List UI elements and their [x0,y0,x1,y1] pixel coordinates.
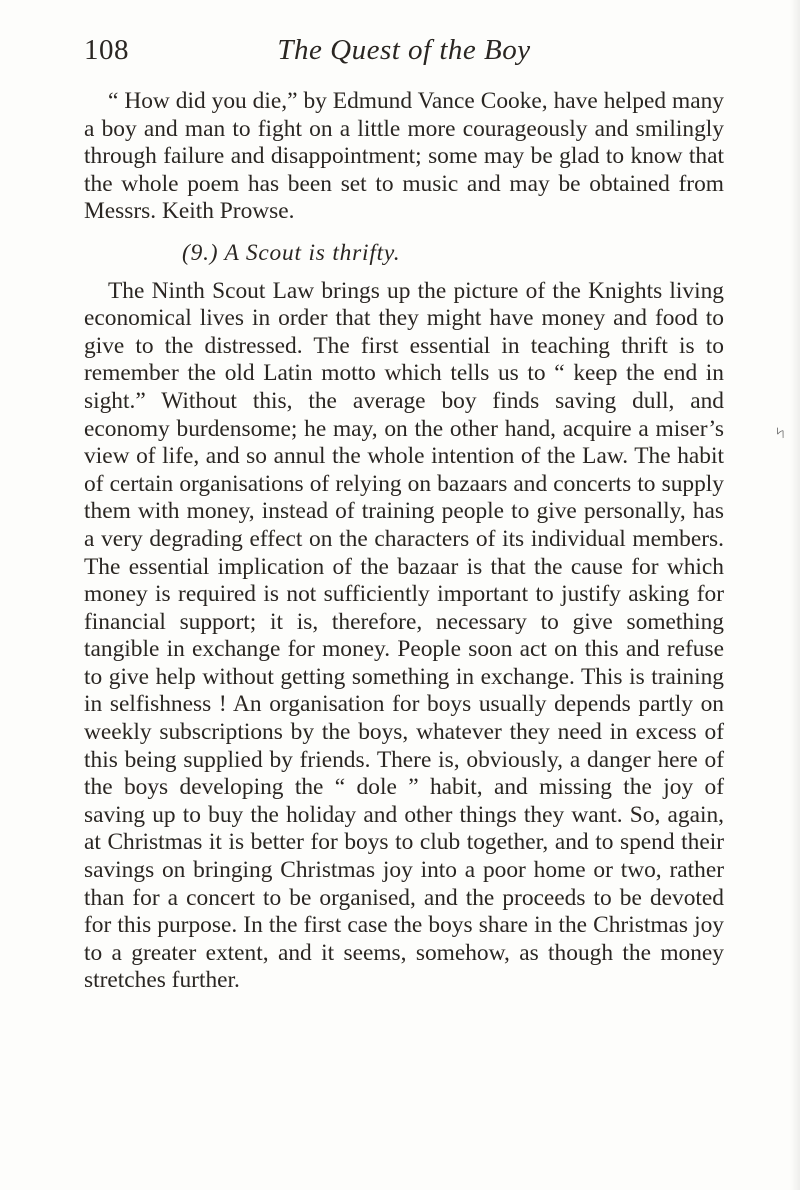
paragraph-intro: “ How did you die,” by Edmund Vance Cooke, have helped many a boy and man to fight on a little more courageously and smilingly through failure and disappointment; some may be glad to know that the whole poem has been set to music and may be obtained from Messrs. Keith Prowse. [84,88,724,225]
margin-mark: ৸ [776,425,785,442]
page-edge-shadow [790,0,800,1190]
running-title: The Quest of the Boy [277,34,531,66]
body-text [84,88,724,995]
page-header [84,34,724,74]
paragraph-thrift: The Ninth Scout Law brings up the picture of the Knights living economical lives in order that they might have money and food to give to the distressed. The first essential in teaching thrift is to remember the old Latin motto which tells us to “ keep the end in sight.” Without this, the average boy finds saving dull, and economy burdensome; he may, on the other hand, acquire a miser’s view of life, and so annul the whole intention of the Law. The habit of certain organisations of relying on bazaars and concerts to supply them with money, instead of training people to give personally, has a very degrading effect on the characters of its individual members. The essential implication of the bazaar is that the cause for which money is required is not sufficiently important to justify asking for financial support; it is, therefore, necessary to give something tangible in exchange for money. People soon act on this and refuse to give help without getting something in exchange. This is training in selfishness ! An organisation for boys usually depends partly on weekly subscriptions by the boys, whatever they need in excess of this being supplied by friends. There is, obviously, a danger here of the boys developing the “ dole ” habit, and missing the joy of saving up to buy the holiday and other things they want. So, again, at Christmas it is better for boys to club together, and to spend their savings on bringing Christmas joy into a poor home or two, rather than for a concert to be organised, and the proceeds to be devoted for this purpose. In the first case the boys share in the Christmas joy to a greater extent, and it seems, somehow, as though the money stretches further. [84,277,724,994]
page-number: 108 [84,34,129,66]
section-heading: (9.) A Scout is thrifty. [182,239,401,266]
